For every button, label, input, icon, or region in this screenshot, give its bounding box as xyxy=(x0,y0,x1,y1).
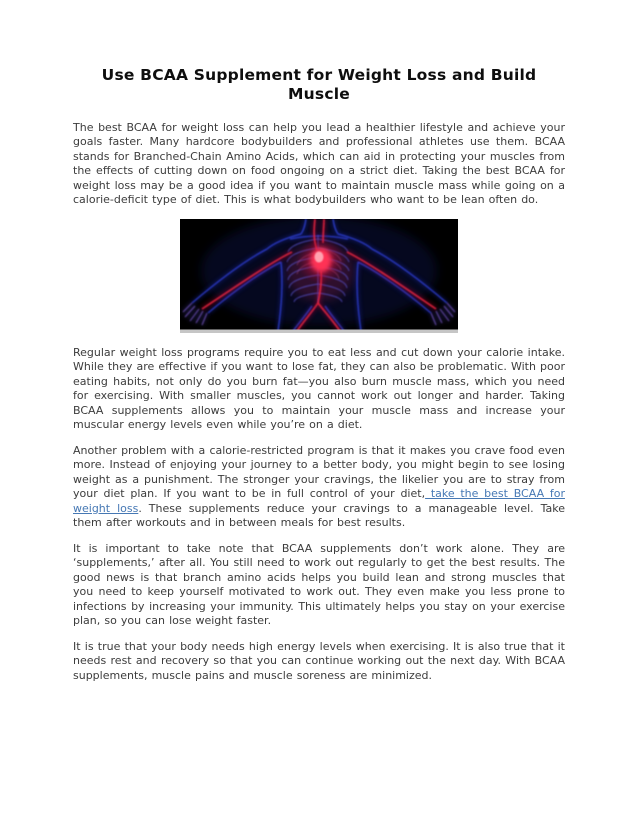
page-title: Use BCAA Supplement for Weight Loss and Build Muscle xyxy=(101,66,537,104)
heart-glow xyxy=(296,238,346,284)
paragraph-1: The best BCAA for weight loss can help you lead a healthier lifestyle and achieve your goals faster. Many hardcore bodybuilders and professional athletes use them. BCAA stands for Branched-Chain Amino Acids, which can aid in protecting your muscles from the effects of cutting down on food ongoing on a strict diet. Taking the best BCAA for weight loss may be a good idea if you want to maintain muscle mass while going on a calorie-deficit type of diet. This is what bodybuilders who want to be lean often do. xyxy=(73,120,565,207)
paragraph-3 xyxy=(73,444,565,531)
circulatory-figure xyxy=(73,219,565,333)
circulatory-system-image xyxy=(180,219,458,333)
figure-bottom-strip xyxy=(180,329,458,333)
paragraph-5: It is true that your body needs high energy levels when exercising. It is also true that it needs rest and recovery so that you can continue working out the next day. With BCAA supplements, muscle pains and muscle soreness are minimized. xyxy=(73,639,565,682)
paragraph-2: Regular weight loss programs require you to eat less and cut down your calorie intake. While they are effective if you want to lose fat, they can also be problematic. With poor eating habits, not only do you burn fat—you also burn muscle mass, which you need for exercising. With smaller muscles, you cannot work out longer and harder. Taking BCAA supplements allows you to maintain your muscle mass and increase your muscular energy levels even while you’re on a diet. xyxy=(73,345,565,432)
paragraph-3-text-before: Another problem with a calorie-restricted program is that it makes you crave food even more. Instead of enjoying your journey to a better body, you might begin to see losing weight as a punishment. The stronger your cravings, the likelier you are to stray from your diet plan. If you want to be in full control of your diet, xyxy=(73,443,565,501)
paragraph-3-text-after: . These supplements reduce your cravings to a manageable level. Take them after workouts and in between meals for best results. xyxy=(73,501,566,530)
paragraph-4: It is important to take note that BCAA supplements don’t work alone. They are ‘supplements,’ after all. You still need to work out regularly to get the best results. The good news is that branch amino acids helps you build lean and strong muscles that you need to keep yourself motivated to work out. They even make you less prone to infections by increasing your immunity. This ultimately helps you stay on your exercise plan, so you can lose weight faster. xyxy=(73,541,565,628)
bcaa-weight-loss-link[interactable]: take the best BCAA for weight loss xyxy=(73,487,565,515)
